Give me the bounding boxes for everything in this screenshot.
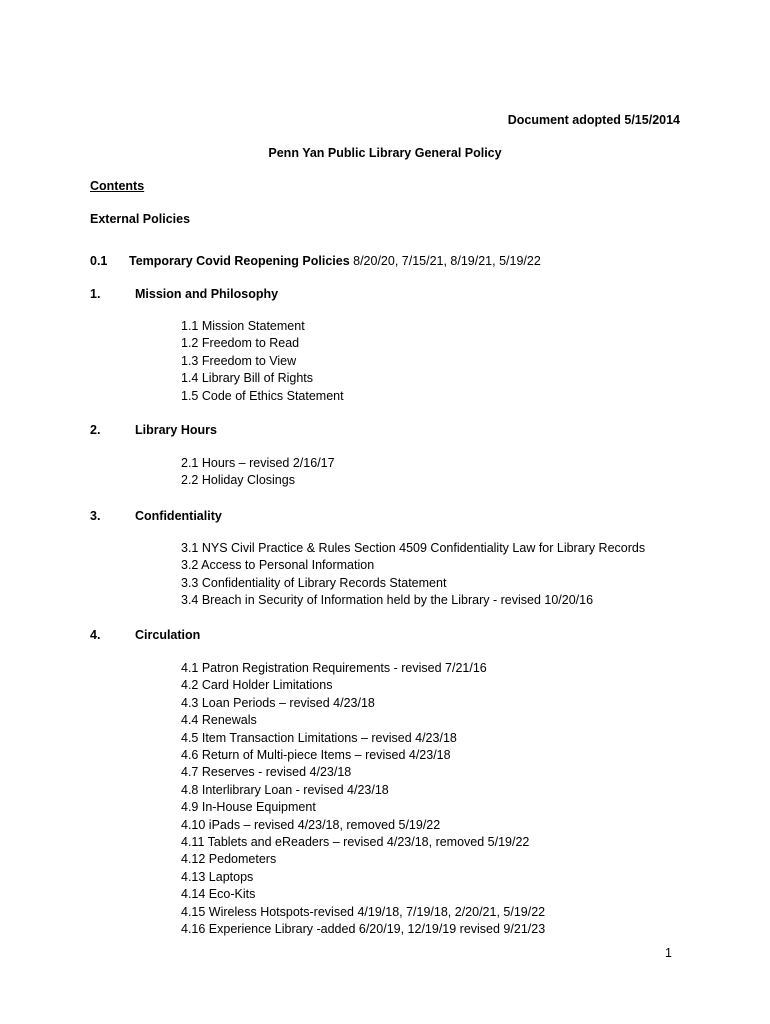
section-title: Mission and Philosophy bbox=[135, 287, 279, 301]
list-item: 4.8 Interlibrary Loan - revised 4/23/18 bbox=[181, 782, 389, 797]
section-title: Temporary Covid Reopening Policies bbox=[129, 254, 350, 268]
section-number: 2. bbox=[90, 423, 101, 437]
list-item: 4.13 Laptops bbox=[181, 869, 254, 884]
list-item: 4.2 Card Holder Limitations bbox=[181, 678, 333, 693]
list-item: 1.4 Library Bill of Rights bbox=[181, 371, 314, 386]
list-item: 2.2 Holiday Closings bbox=[181, 473, 295, 488]
adoption-date: Document adopted 5/15/2014 bbox=[507, 113, 680, 127]
list-item: 4.15 Wireless Hotspots-revised 4/19/18, 7/19/18, 2/20/21, 5/19/22 bbox=[181, 904, 546, 919]
list-item: 4.14 Eco-Kits bbox=[181, 887, 256, 902]
page-number: 1 bbox=[665, 946, 672, 960]
list-item: 4.7 Reserves - revised 4/23/18 bbox=[181, 765, 352, 780]
section-items bbox=[181, 455, 335, 490]
list-item: 3.2 Access to Personal Information bbox=[181, 558, 375, 573]
document-title: Penn Yan Public Library General Policy bbox=[268, 146, 502, 160]
section-title: Confidentiality bbox=[135, 509, 222, 523]
list-item: 4.16 Experience Library -added 6/20/19, 12/19/19 revised 9/21/23 bbox=[181, 922, 546, 937]
list-item: 1.2 Freedom to Read bbox=[181, 336, 300, 351]
list-item: 4.3 Loan Periods – revised 4/23/18 bbox=[181, 695, 375, 710]
list-item: 4.11 Tablets and eReaders – revised 4/23/18, removed 5/19/22 bbox=[181, 835, 530, 850]
section-dates: 8/20/20, 7/15/21, 8/19/21, 5/19/22 bbox=[349, 254, 541, 268]
list-item: 4.9 In-House Equipment bbox=[181, 800, 316, 815]
list-item: 2.1 Hours – revised 2/16/17 bbox=[181, 456, 335, 470]
list-item: 4.1 Patron Registration Requirements - revised 7/21/16 bbox=[181, 661, 487, 675]
section-number: 1. bbox=[90, 287, 101, 301]
section-items bbox=[181, 660, 545, 939]
list-item: 4.4 Renewals bbox=[181, 713, 257, 728]
section-number: 0.1 bbox=[90, 254, 108, 268]
list-item: 1.5 Code of Ethics Statement bbox=[181, 388, 344, 403]
section-title: Circulation bbox=[135, 628, 201, 642]
list-item: 3.4 Breach in Security of Information held by the Library - revised 10/20/16 bbox=[181, 593, 594, 608]
list-item: 1.3 Freedom to View bbox=[181, 353, 297, 368]
list-item: 3.1 NYS Civil Practice & Rules Section 4509 Confidentiality Law for Library Records bbox=[181, 541, 646, 555]
list-item: 4.5 Item Transaction Limitations – revised 4/23/18 bbox=[181, 730, 457, 745]
list-item: 1.1 Mission Statement bbox=[181, 319, 305, 333]
list-item: 4.6 Return of Multi-piece Items – revised 4/23/18 bbox=[181, 748, 451, 763]
section-items bbox=[181, 540, 645, 610]
section-items bbox=[181, 318, 344, 405]
external-policies-heading: External Policies bbox=[90, 212, 191, 226]
list-item: 4.10 iPads – revised 4/23/18, removed 5/19/22 bbox=[181, 817, 441, 832]
section-title: Library Hours bbox=[135, 423, 217, 437]
contents-heading: Contents bbox=[90, 179, 145, 193]
list-item: 3.3 Confidentiality of Library Records Statement bbox=[181, 575, 447, 590]
section-number: 4. bbox=[90, 628, 101, 642]
section-heading-line bbox=[129, 253, 541, 269]
list-item: 4.12 Pedometers bbox=[181, 852, 277, 867]
section-number: 3. bbox=[90, 509, 101, 523]
